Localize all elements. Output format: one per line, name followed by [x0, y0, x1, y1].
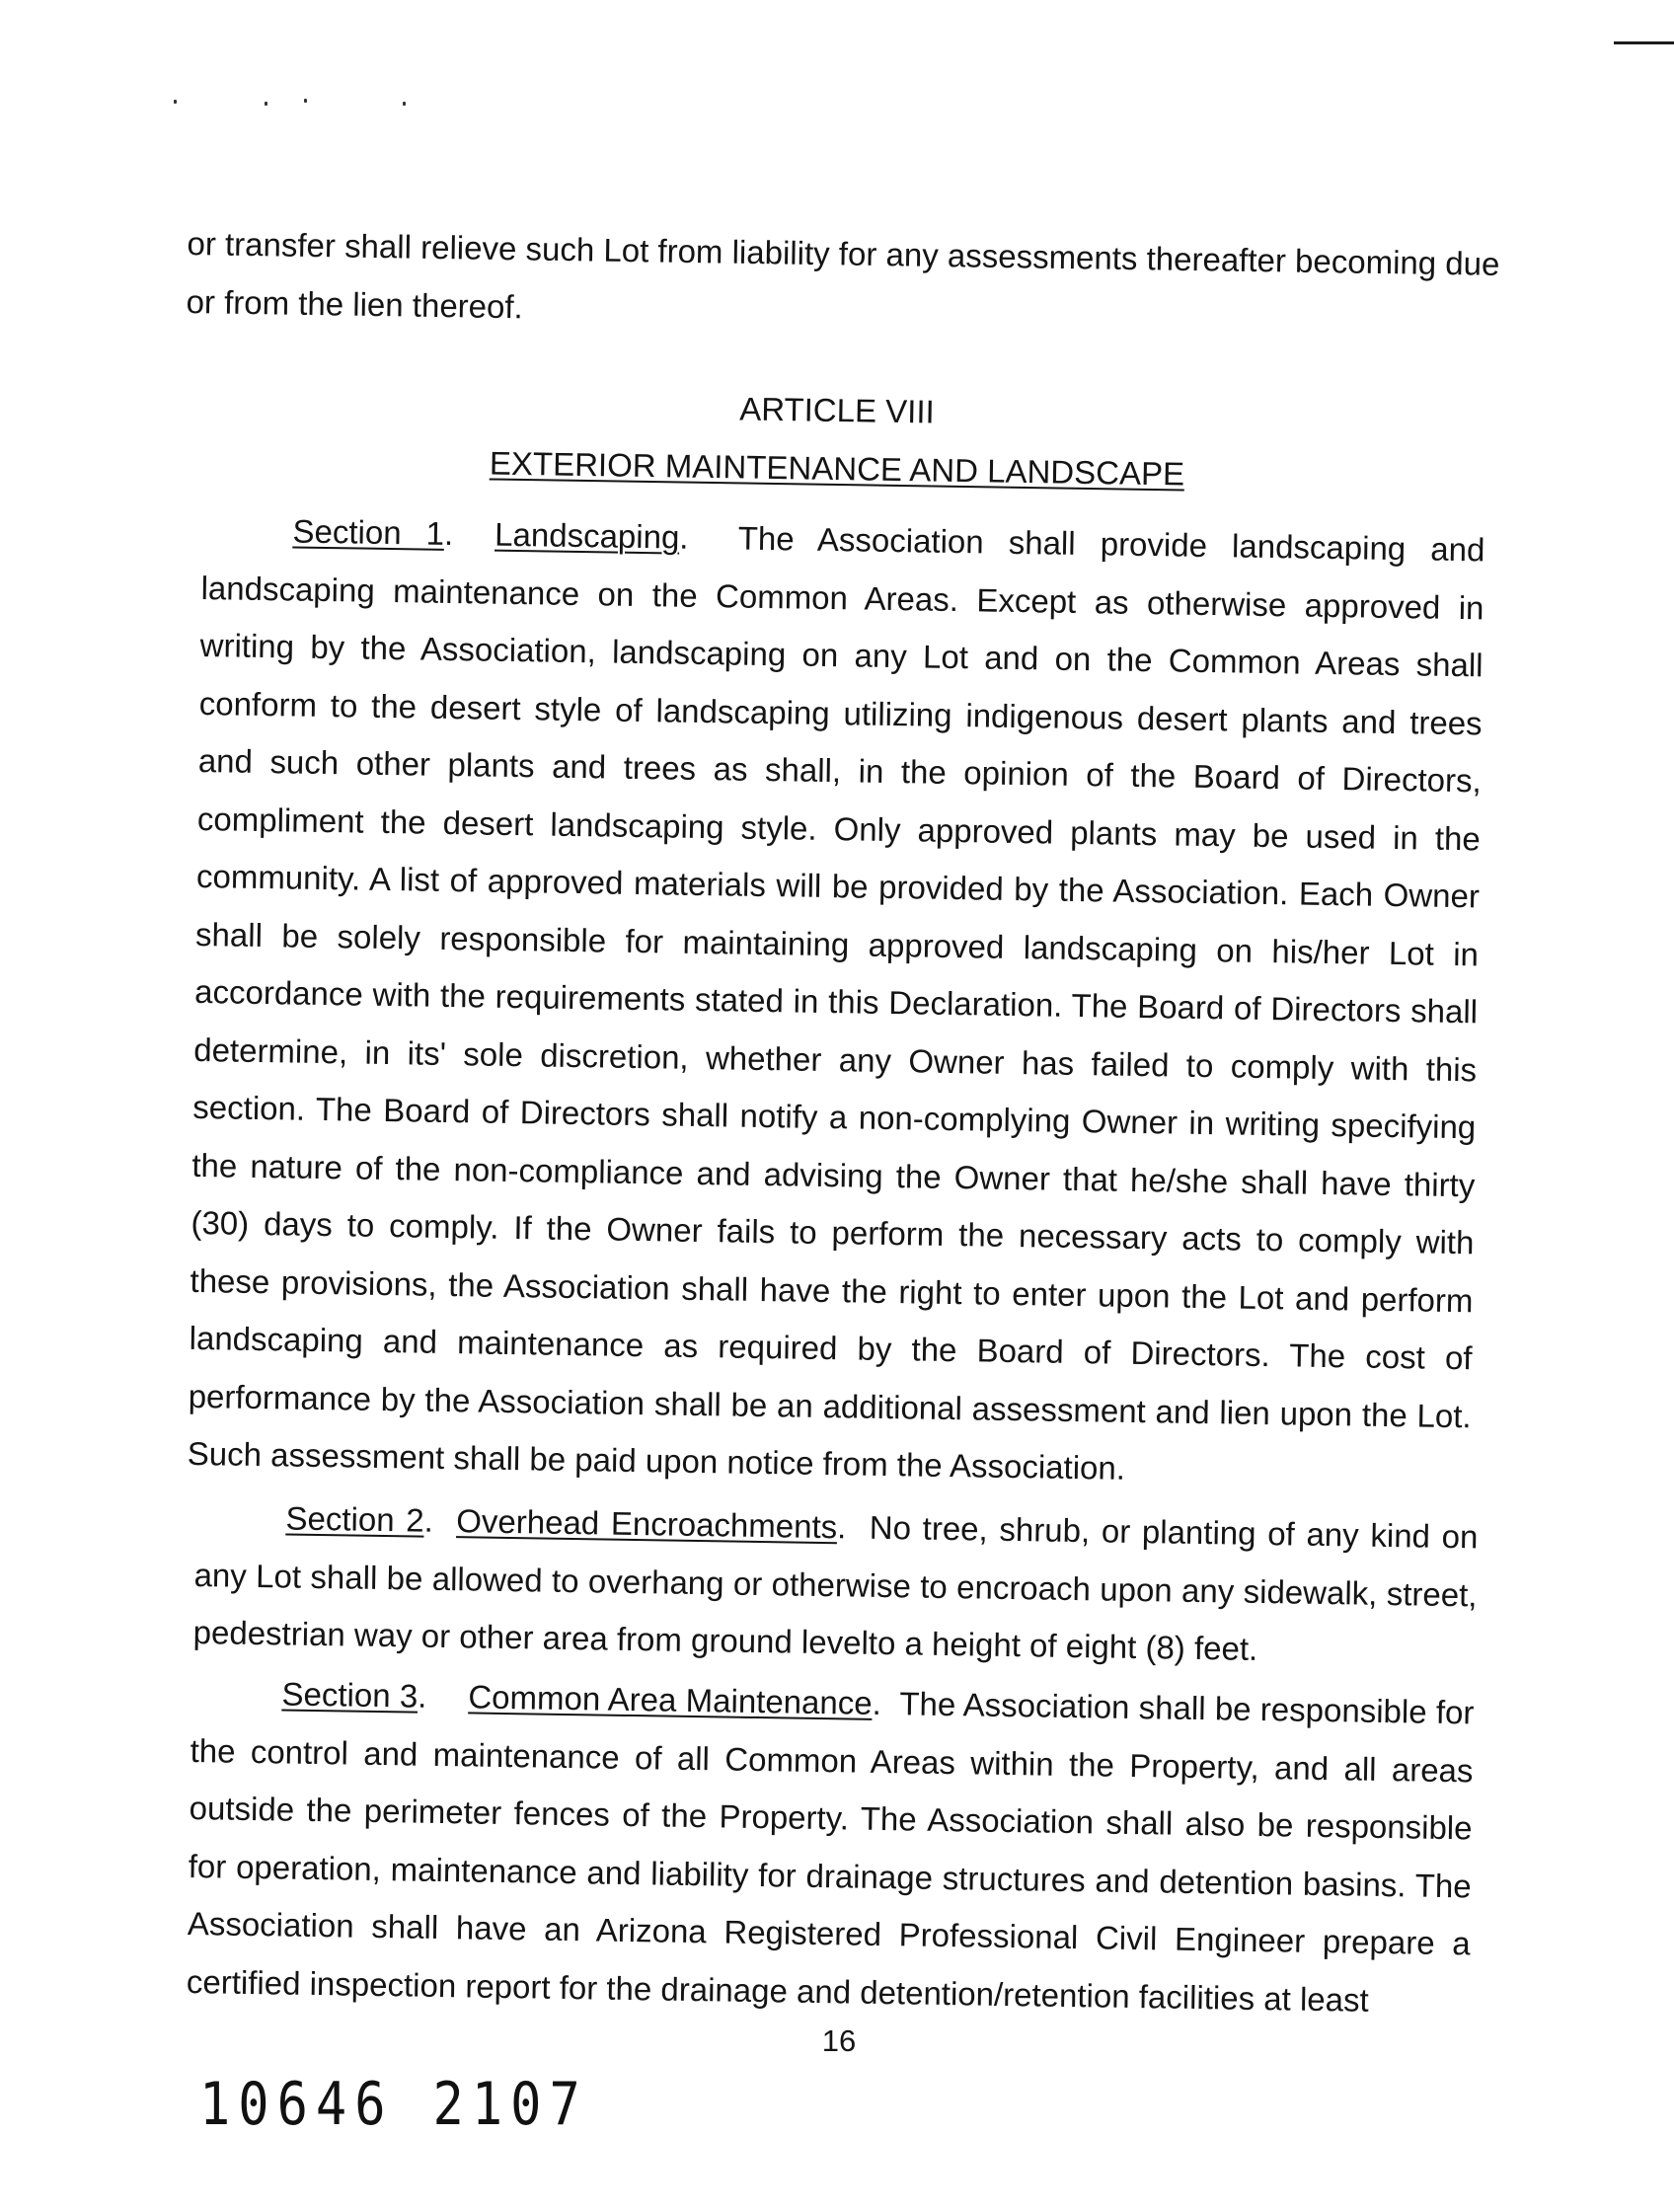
recording-stamp [199, 2071, 588, 2139]
section-3-label: Section 3 [281, 1675, 418, 1715]
article-title-text: EXTERIOR MAINTENANCE AND LANDSCAPE [489, 444, 1185, 493]
scan-speck [174, 100, 177, 104]
section-1-paragraph: Section 1. Landscaping. The Association shall provide landscaping and landscaping maintenance on the Common Areas. Except as otherwise approved in writing by the Association, landscaping on any Lot and on the Common Areas shall conform to the desert style of landscaping utilizing indigenous desert plants and trees and such other plants and trees as shall, in the opinion of the Board of Directors, compliment the desert landscaping style. Only approved plants may be used in the community. A list of approved materials will be provided by the Association. Each Owner shall be solely responsible for maintaining approved landscaping on his/her Lot in accordance with the requirements stated in this Declaration. The Board of Directors shall determine, in its' sole discretion, whether any Owner has failed to comply with this section. The Board of Directors shall notify a non-complying Owner in writing specifying the nature of the non-compliance and advising the Owner that he/she shall have thirty (30) days to comply. If the Owner fails to perform the necessary acts to comply with these provisions, the Association shall have the right to enter upon the Lot and perform landscaping and maintenance as required by the Board of Directors. The cost of performance by the Association shall be an additional assessment and lien upon the Lot. Such assessment shall be paid upon notice from the Association. [187, 512, 1485, 1487]
continuation-paragraph [186, 215, 1500, 351]
stamp-page-number: 2107 [432, 2071, 588, 2139]
stamp-book-number: 10646 [199, 2071, 394, 2139]
scan-speck [403, 102, 406, 106]
scan-speck [304, 99, 307, 103]
section-1-text: The Association shall provide landscaping and landscaping maintenance on the Common Areas. Except as otherwise approved in writing by the Association, landscaping on any Lot and on the Common Areas shall conform to the desert style of landscaping utilizing indigenous desert plants and trees and such other plants and trees as shall, in the opinion of the Board of Directors, compliment the desert landscaping style. Only approved plants may be used in the community. A list of approved materials will be provided by the Association. Each Owner shall be solely responsible for maintaining approved landscaping on his/her Lot in accordance with the requirements stated in this Declaration. The Board of Directors shall determine, in its' sole discretion, whether any Owner has failed to comply with this section. The Board of Directors shall notify a non-complying Owner in writing specifying the nature of the non-compliance and advising the Owner that he/she shall have thirty (30) days to comply. If the Owner fails to perform the necessary acts to comply with these provisions, the Association shall have the right to enter upon the Lot and perform landscaping and maintenance as required by the Board of Directors. The cost of performance by the Association shall be an additional assessment and lien upon the Lot. Such assessment shall be paid upon notice from the Association. [187, 519, 1485, 1487]
section-2 [192, 1488, 1479, 1682]
section-1-heading: Landscaping [494, 515, 680, 556]
article-number: ARTICLE VIII [738, 390, 936, 430]
section-1 [187, 501, 1484, 1503]
page-number: 16 [821, 2023, 857, 2058]
scan-edge-mark [1614, 41, 1674, 44]
section-3-text: The Association shall be responsible for the control and maintenance of all Common Areas within the Property, and all areas outside the perimeter fences of the Property. The Association shall also be responsible for operation, maintenance and liability for drainage structures and detention basins. The Association shall have an Arizona Registered Professional Civil Engineer prepare a certified inspection report for the drainage and detention/retention facilities at least [186, 1685, 1475, 2019]
section-2-label: Section 2 [285, 1499, 424, 1539]
section-2-heading: Overhead Encroachments [456, 1502, 838, 1546]
article-title [0, 437, 1674, 501]
section-3 [186, 1664, 1474, 2030]
section-3-paragraph: Section 3. Common Area Maintenance. The Association shall be responsible for the control and maintenance of all Common Areas within the Property, and all areas outside the perimeter fences of the Property. The Association shall also be responsible for operation, maintenance and liability for drainage structures and detention basins. The Association shall have an Arizona Registered Professional Civil Engineer prepare a certified inspection report for the drainage and detention/retention facilities at least [186, 1675, 1475, 2019]
section-2-paragraph: Section 2. Overhead Encroachments. No tree, shrub, or planting of any kind on any Lot shall be allowed to overhang or otherwise to encroach upon any sidewalk, street, pedestrian way or other area from ground levelto a height of eight (8) feet. [192, 1499, 1479, 1667]
section-2-text: No tree, shrub, or planting of any kind on any Lot shall be allowed to overhang or otherwise to encroach upon any sidewalk, street, pedestrian way or other area from ground levelto a height of eight (8) feet. [192, 1508, 1479, 1667]
section-3-heading: Common Area Maintenance [468, 1678, 873, 1721]
continuation-text: or transfer shall relieve such Lot from liability for any assessments thereafter becoming due or from the lien thereof. [186, 224, 1500, 325]
scan-speck [265, 102, 267, 106]
section-1-label: Section 1 [292, 512, 445, 552]
